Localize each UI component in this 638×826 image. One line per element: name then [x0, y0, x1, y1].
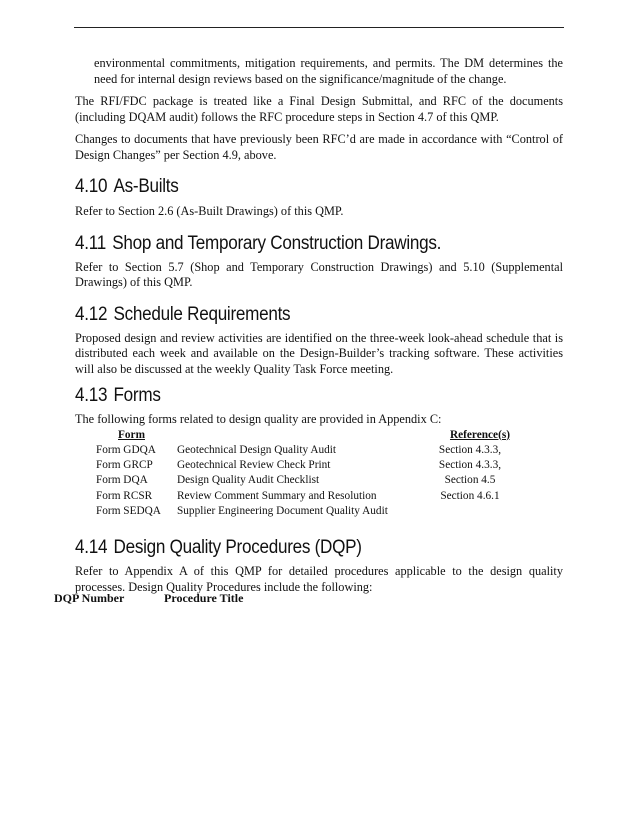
form-code: Form GRCP [96, 459, 153, 472]
section-number: 4.13 [75, 385, 108, 406]
section-heading-4-13 [75, 385, 514, 407]
form-title: Design Quality Audit Checklist [177, 474, 320, 487]
changes-paragraph: Changes to documents that have previously been RFC’d are made in accordance with “Control of Design Changes” per Section 4.9, above. [75, 132, 563, 162]
dqp-table-header [54, 591, 243, 606]
section-title: Forms [113, 385, 161, 406]
table-row [75, 504, 563, 519]
form-reference: Section 4.3.3, [438, 443, 502, 456]
section-heading-4-11 [75, 233, 514, 255]
dqp-number-header: DQP Number [54, 591, 125, 605]
table-row [75, 443, 563, 458]
section-body-4-10: Refer to Section 2.6 (As-Built Drawings) of this QMP. [75, 204, 344, 218]
reference-column-header: Reference(s) [449, 428, 510, 441]
section-number: 4.14 [75, 537, 108, 559]
form-title: Geotechnical Design Quality Audit [177, 443, 337, 456]
form-reference: Section 4.6.1 [440, 489, 500, 502]
page-content [75, 56, 563, 595]
rfi-fdc-paragraph: The RFI/FDC package is treated like a Final Design Submittal, and RFC of the documents (including DQAM audit) follows the RFC procedure steps in Section 4.7 of this QMP. [75, 94, 563, 124]
forms-table [75, 428, 563, 520]
header-rule [74, 27, 564, 28]
section-title: As-Builts [113, 176, 179, 197]
section-heading-4-10 [75, 176, 514, 198]
section-heading-4-14 [75, 537, 514, 559]
section-body-4-12: Proposed design and review activities are identified on the three-week look-ahead schedule that is distributed each week and available on the Design-Builder’s tracking software. These activities will also be discussed at the weekly Quality Task Force meeting. [75, 330, 563, 376]
table-row [75, 458, 563, 473]
form-reference: Section 4.5 [444, 474, 496, 487]
form-title: Review Comment Summary and Resolution [177, 489, 377, 502]
continued-paragraph: environmental commitments, mitigation requirements, and permits. The DM determines the need for internal design reviews based on the significance/magnitude of the change. [94, 56, 563, 86]
section-heading-4-12 [75, 304, 514, 326]
form-code: Form RCSR [96, 489, 153, 502]
section-number: 4.11 [75, 232, 106, 254]
form-code: Form GDQA [96, 443, 156, 456]
forms-table-header [75, 428, 563, 443]
section-title: Schedule Requirements [113, 303, 291, 325]
procedure-title-header: Procedure Title [164, 591, 244, 605]
form-column-header: Form [118, 428, 145, 441]
table-row [75, 489, 563, 504]
section-title: Design Quality Procedures (DQP) [113, 537, 362, 559]
section-body-4-14: Refer to Appendix A of this QMP for detailed procedures applicable to the design quality processes. Design Quality Procedures include the following: [75, 564, 563, 594]
table-row [75, 473, 563, 488]
section-number: 4.12 [75, 303, 108, 325]
form-reference: Section 4.3.3, [438, 459, 502, 472]
form-code: Form DQA [96, 474, 148, 487]
form-code: Form SEDQA [96, 504, 161, 517]
form-title: Supplier Engineering Document Quality Audit [177, 504, 388, 517]
section-body-4-13: The following forms related to design quality are provided in Appendix C: [75, 412, 442, 426]
form-title: Geotechnical Review Check Print [177, 459, 331, 472]
section-number: 4.10 [75, 176, 108, 197]
section-body-4-11: Refer to Section 5.7 (Shop and Temporary Construction Drawings) and 5.10 (Supplemental Drawings) of this QMP. [75, 259, 563, 289]
section-title: Shop and Temporary Construction Drawings. [112, 232, 442, 254]
